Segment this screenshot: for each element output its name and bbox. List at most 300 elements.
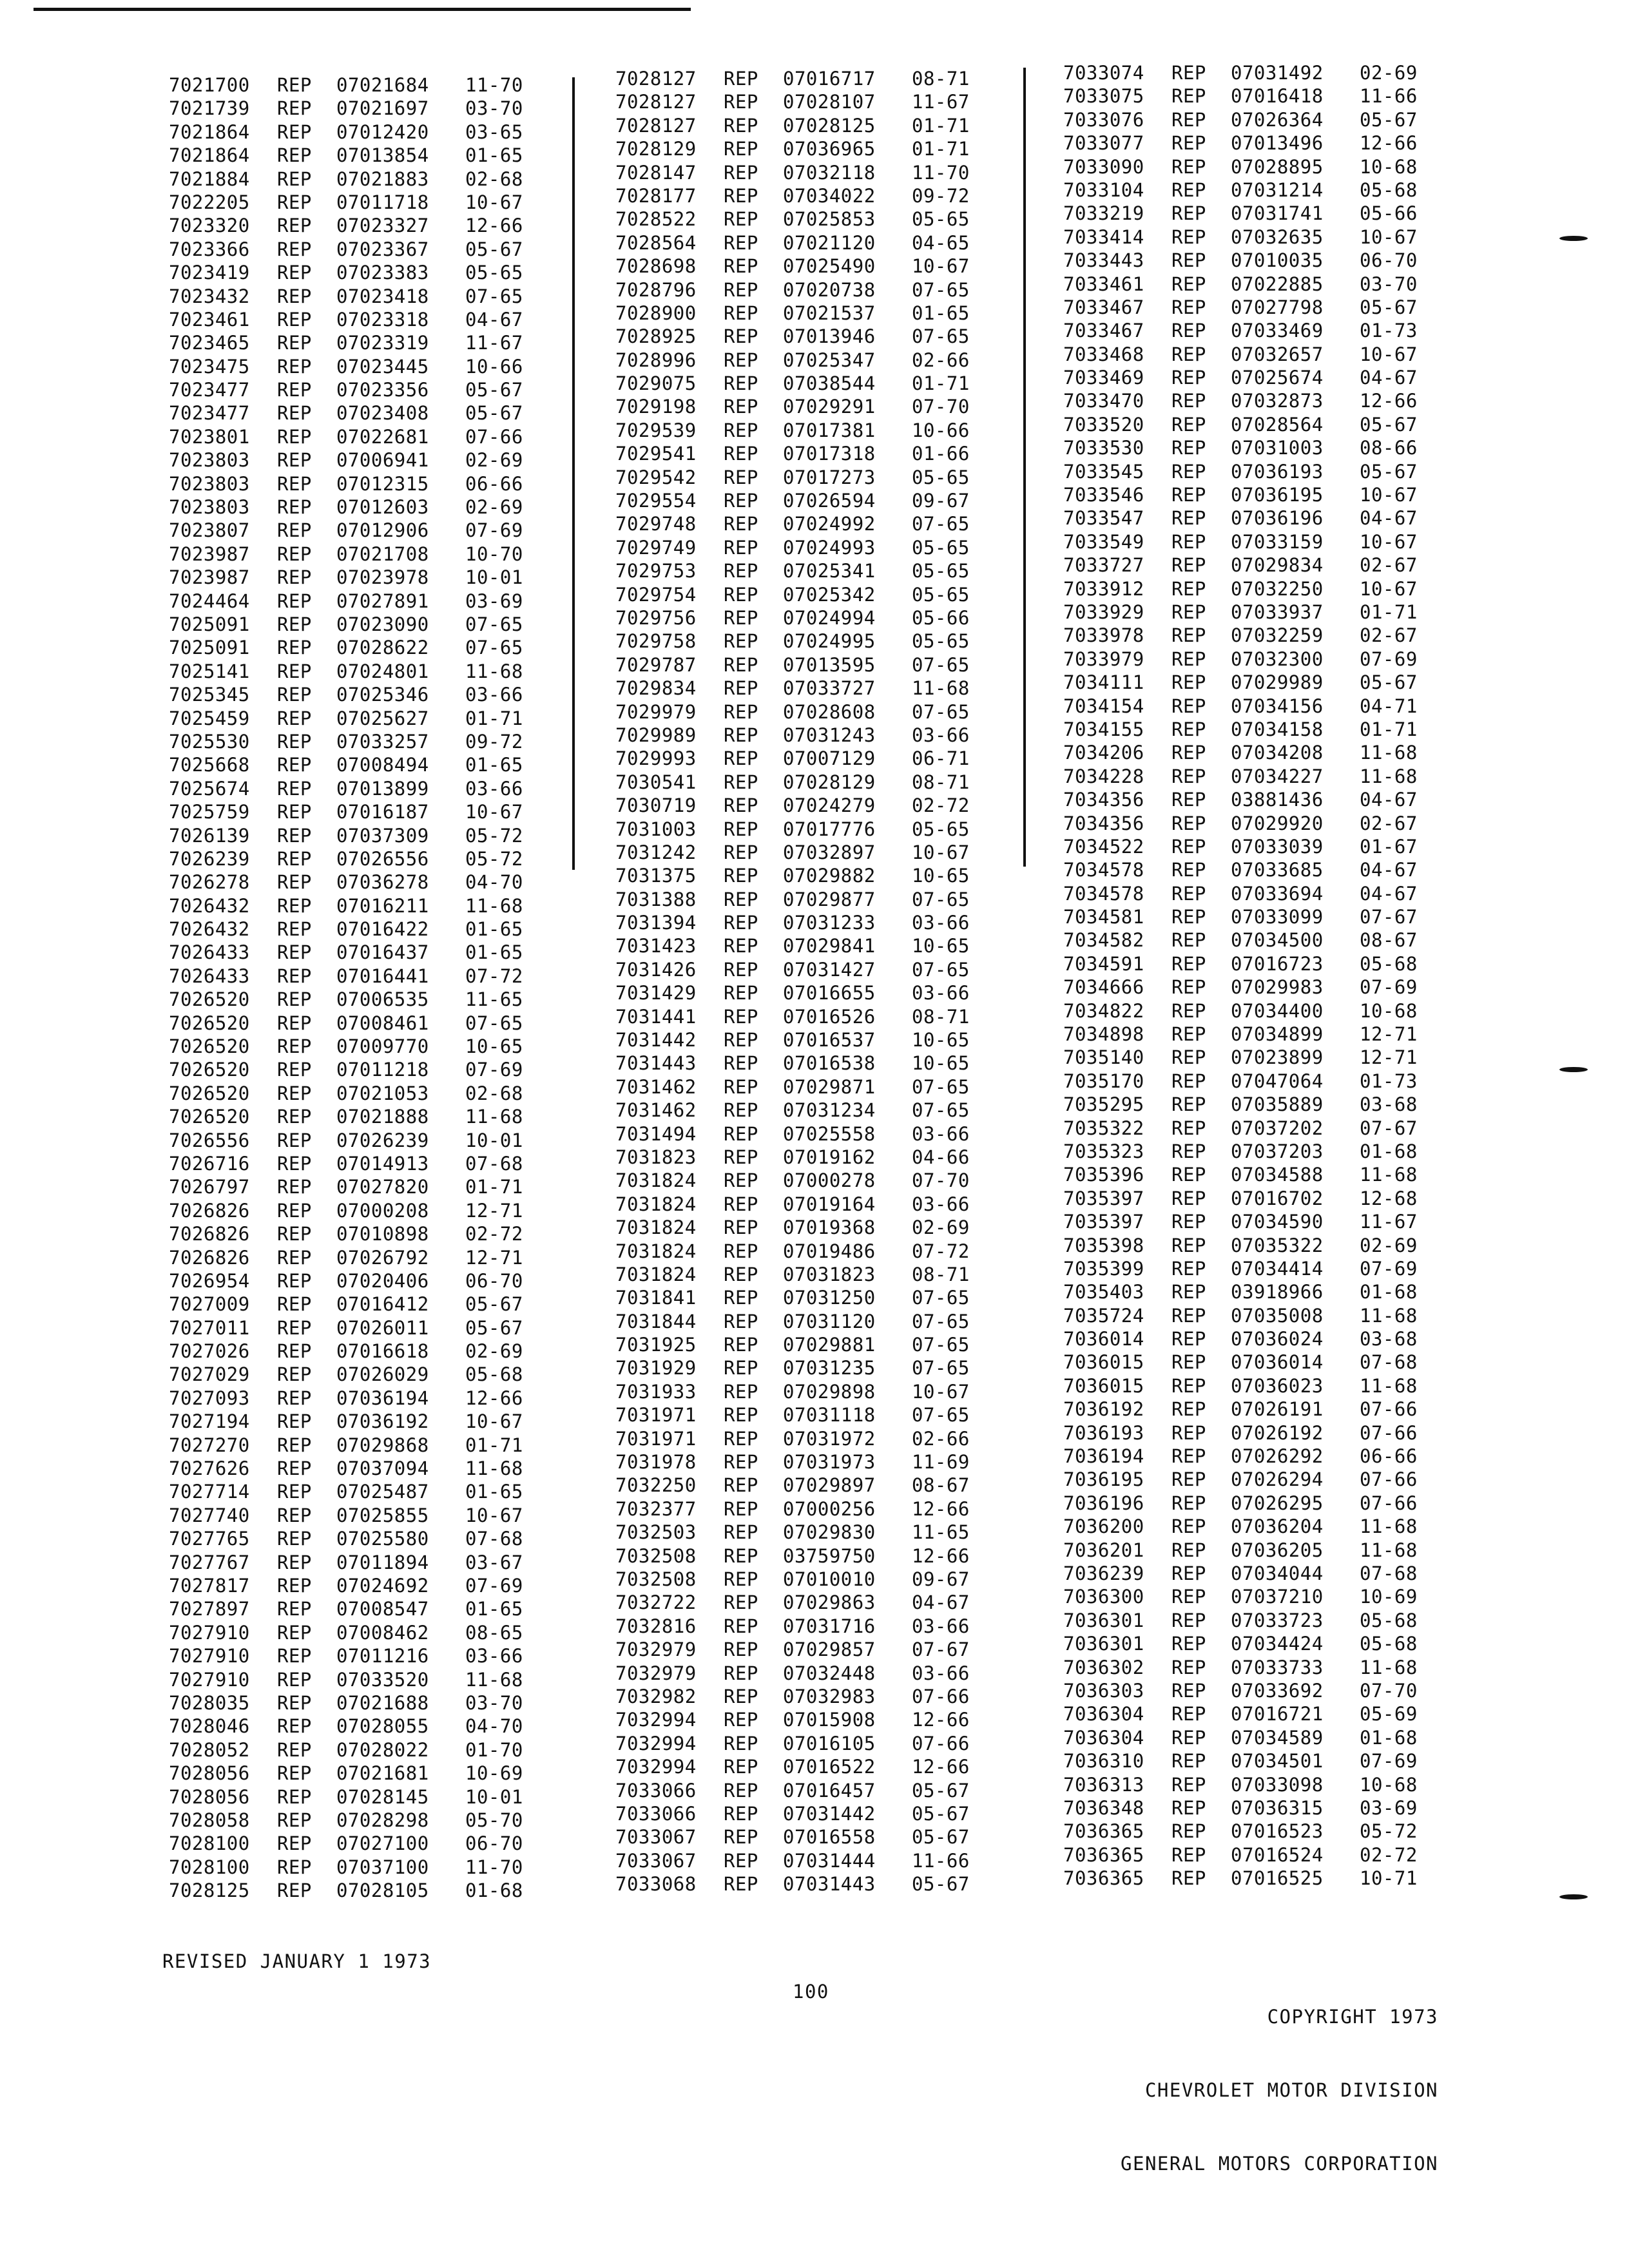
list-item [169,1574,581,1597]
rep-code: REP [724,1169,758,1192]
rep-code: REP [1171,718,1206,740]
replacement-number: 07028564 [1231,413,1324,436]
date-code: 05-68 [1360,1633,1418,1655]
list-item [169,1105,581,1128]
list-item [169,355,581,378]
replacement-number: 07029989 [1231,671,1324,694]
replacement-number: 07034208 [1231,742,1324,764]
rep-code: REP [277,379,312,401]
rep-code: REP [724,1639,758,1661]
date-code: 04-67 [465,308,523,331]
date-code: 10-67 [1360,343,1418,365]
rep-code: REP [1171,906,1206,928]
replacement-number: 07036014 [1231,1351,1324,1374]
part-number: 7029758 [615,630,697,653]
replacement-number: 07016537 [783,1029,876,1052]
rep-code: REP [277,262,312,284]
list-item [615,302,1028,325]
list-item [1063,413,1476,436]
list-item [1063,765,1476,788]
part-number: 7032816 [615,1615,697,1637]
part-number: 7028046 [169,1715,250,1738]
date-code: 10-65 [912,1052,970,1075]
list-item [1063,1539,1476,1562]
rep-code: REP [277,238,312,260]
list-item [615,1544,1028,1568]
list-item [615,90,1028,113]
replacement-number: 07023978 [336,566,429,589]
rep-code: REP [724,184,758,207]
list-item [169,1387,581,1410]
replacement-number: 07023418 [336,285,429,307]
replacement-number: 03759750 [783,1544,876,1567]
part-number: 7023419 [169,262,250,284]
part-number: 7036015 [1063,1374,1144,1397]
date-code: 10-01 [465,566,523,589]
rep-code: REP [724,1052,758,1075]
replacement-number: 07037094 [336,1457,429,1480]
list-item [169,824,581,847]
date-code: 07-66 [1360,1421,1418,1444]
part-number: 7031375 [615,865,697,887]
part-number: 7024464 [169,590,250,612]
part-number: 7029198 [615,396,697,418]
list-item [169,1621,581,1644]
replacement-number: 07016655 [783,982,876,1004]
part-number: 7025530 [169,730,250,753]
replacement-number: 07025346 [336,684,429,706]
part-number: 7036239 [1063,1562,1144,1584]
rep-code: REP [1171,437,1206,459]
rep-code: REP [277,1269,312,1292]
date-code: 03-66 [912,912,970,934]
date-code: 07-66 [912,1685,970,1707]
rep-code: REP [724,1732,758,1754]
date-code: 10-71 [1360,1867,1418,1890]
replacement-number: 07033039 [1231,835,1324,858]
list-item [615,1521,1028,1544]
list-item [615,466,1028,489]
date-code: 03-68 [1360,1093,1418,1116]
date-code: 02-69 [465,449,523,472]
rep-code: REP [1171,1257,1206,1280]
list-item [615,372,1028,395]
date-code: 02-68 [465,1082,523,1104]
replacement-number: 07016721 [1231,1703,1324,1725]
replacement-number: 07028055 [336,1715,429,1738]
rep-code: REP [277,1434,312,1456]
part-number: 7031823 [615,1146,697,1168]
replacement-number: 07024994 [783,606,876,629]
list-item [615,677,1028,700]
rep-code: REP [1171,1468,1206,1491]
rep-code: REP [277,519,312,542]
replacement-number: 07011894 [336,1551,429,1573]
date-code: 10-68 [1360,999,1418,1022]
part-number: 7035170 [1063,1070,1144,1092]
part-number: 7028056 [169,1785,250,1808]
part-number: 7023803 [169,449,250,472]
replacement-number: 07029863 [783,1591,876,1614]
date-code: 08-65 [465,1621,523,1644]
date-code: 07-65 [912,1404,970,1427]
part-number: 7033414 [1063,226,1144,248]
part-number: 7033090 [1063,155,1144,178]
date-code: 09-72 [465,730,523,753]
date-code: 10-67 [465,191,523,213]
date-code: 03-70 [465,1691,523,1714]
replacement-number: 07019164 [783,1193,876,1215]
replacement-number: 07023383 [336,262,429,284]
date-code: 11-68 [1360,742,1418,764]
rep-code: REP [277,1316,312,1339]
date-code: 02-69 [465,1340,523,1363]
list-item [1063,1468,1476,1491]
part-number: 7026716 [169,1152,250,1175]
list-item [1063,155,1476,178]
date-code: 07-68 [465,1528,523,1550]
part-number: 7032377 [615,1497,697,1520]
part-number: 7029993 [615,747,697,770]
part-number: 7033545 [1063,460,1144,483]
list-item [169,1293,581,1316]
rep-code: REP [277,1340,312,1363]
list-item [169,1691,581,1715]
date-code: 02-72 [465,1223,523,1245]
list-item [615,161,1028,184]
part-number: 7033470 [1063,390,1144,412]
date-code: 04-67 [1360,882,1418,905]
rep-code: REP [277,1504,312,1526]
copyright-line: COPYRIGHT 1973 [1267,2006,1438,2028]
part-number: 7034356 [1063,812,1144,834]
part-number: 7035398 [1063,1234,1144,1256]
rep-code: REP [277,1152,312,1175]
list-item [169,918,581,941]
list-item [169,1175,581,1198]
list-item [169,1504,581,1527]
replacement-number: 07021883 [336,168,429,190]
list-item [169,1785,581,1809]
date-code: 03-66 [912,1193,970,1215]
date-code: 04-67 [1360,859,1418,881]
part-number: 7026139 [169,824,250,847]
list-item [1063,296,1476,319]
list-item [169,1879,581,1902]
list-item [1063,1187,1476,1210]
list-item [615,1802,1028,1825]
list-item [169,870,581,894]
part-number: 7023987 [169,566,250,589]
date-code: 05-67 [465,1293,523,1316]
replacement-number: 07025674 [1231,367,1324,389]
list-item [615,1240,1028,1263]
list-item [615,794,1028,817]
date-code: 01-70 [465,1738,523,1761]
part-number: 7027009 [169,1293,250,1316]
list-item [169,636,581,659]
date-code: 08-71 [912,1263,970,1285]
part-number: 7027011 [169,1316,250,1339]
rep-code: REP [1171,1093,1206,1116]
replacement-number: 07016412 [336,1293,429,1316]
list-item [1063,788,1476,811]
list-item [1063,61,1476,84]
part-number: 7023807 [169,519,250,542]
parts-column-2 [615,67,1028,1896]
part-number: 7021884 [169,168,250,190]
part-number: 7027910 [169,1645,250,1667]
column-divider [1023,68,1026,867]
list-item [169,144,581,167]
date-code: 05-65 [912,583,970,606]
part-number: 7027626 [169,1457,250,1480]
list-item [1063,1374,1476,1398]
rep-code: REP [1171,648,1206,670]
rep-code: REP [724,349,758,371]
replacement-number: 07031118 [783,1404,876,1427]
rep-code: REP [1171,226,1206,248]
date-code: 01-73 [1360,1070,1418,1092]
date-code: 07-65 [465,613,523,635]
rep-code: REP [1171,1046,1206,1069]
date-code: 07-69 [1360,1750,1418,1773]
part-number: 7031429 [615,982,697,1004]
replacement-number: 07037100 [336,1856,429,1878]
rep-code: REP [277,1199,312,1222]
parts-column-3 [1063,61,1476,1890]
rep-code: REP [724,1662,758,1684]
rep-code: REP [277,1012,312,1034]
date-code: 01-68 [1360,1281,1418,1303]
date-code: 12-71 [1360,1046,1418,1069]
part-number: 7033075 [1063,85,1144,108]
part-number: 7023432 [169,285,250,307]
part-number: 7029787 [615,653,697,676]
replacement-number: 07021681 [336,1762,429,1785]
column-divider [572,77,575,870]
date-code: 10-67 [1360,226,1418,248]
rep-code: REP [724,1146,758,1168]
rep-code: REP [1171,155,1206,178]
list-item [1063,506,1476,530]
rep-code: REP [724,1404,758,1427]
list-item [169,613,581,636]
replacement-number: 07034424 [1231,1633,1324,1655]
rep-code: REP [724,1287,758,1309]
date-code: 10-67 [912,1380,970,1403]
replacement-number: 07031250 [783,1287,876,1309]
rep-code: REP [277,1387,312,1409]
part-number: 7031494 [615,1122,697,1145]
date-code: 07-65 [912,1357,970,1379]
part-number: 7028996 [615,349,697,371]
rep-code: REP [277,894,312,917]
list-item [615,442,1028,465]
rep-code: REP [1171,1281,1206,1303]
list-item [615,1193,1028,1216]
date-code: 07-67 [912,1639,970,1661]
rep-code: REP [1171,554,1206,577]
date-code: 09-67 [912,490,970,512]
part-number: 7031388 [615,888,697,910]
list-item [615,278,1028,302]
date-code: 05-67 [465,379,523,401]
rep-code: REP [277,1035,312,1058]
replacement-number: 07033937 [1231,601,1324,623]
replacement-number: 07032250 [1231,577,1324,600]
replacement-number: 07034899 [1231,1023,1324,1046]
rep-code: REP [277,97,312,120]
rep-code: REP [724,1568,758,1590]
part-number: 7036303 [1063,1679,1144,1702]
replacement-number: 07035008 [1231,1304,1324,1327]
rep-code: REP [724,91,758,113]
date-code: 07-72 [465,965,523,987]
part-number: 7036195 [1063,1468,1144,1491]
rep-code: REP [1171,1164,1206,1186]
list-item [169,660,581,683]
replacement-number: 07024995 [783,630,876,653]
part-number: 7035396 [1063,1164,1144,1186]
replacement-number: 07026011 [336,1316,429,1339]
part-number: 7036196 [1063,1492,1144,1514]
list-item [615,629,1028,653]
date-code: 11-68 [1360,1656,1418,1678]
replacement-number: 07036205 [1231,1539,1324,1561]
copyright-division: CHEVROLET MOTOR DIVISION [1144,2079,1438,2101]
replacement-number: 07016538 [783,1052,876,1075]
rep-code: REP [277,402,312,425]
part-number: 7032979 [615,1639,697,1661]
replacement-number: 07010898 [336,1223,429,1245]
rep-code: REP [277,707,312,729]
list-item [1063,1350,1476,1374]
part-number: 7031971 [615,1427,697,1450]
replacement-number: 07016618 [336,1340,429,1363]
list-item [169,1129,581,1152]
part-number: 7032994 [615,1732,697,1754]
list-item [169,777,581,800]
rep-code: REP [1171,1140,1206,1162]
part-number: 7031824 [615,1263,697,1285]
date-code: 01-71 [465,1434,523,1456]
list-item [169,1340,581,1363]
replacement-number: 07012906 [336,519,429,542]
rep-code: REP [1171,999,1206,1022]
list-item [615,1615,1028,1638]
list-item [615,1755,1028,1778]
rep-code: REP [1171,367,1206,389]
date-code: 05-67 [912,1779,970,1802]
date-code: 05-65 [912,630,970,653]
rep-code: REP [1171,1726,1206,1749]
part-number: 7029756 [615,606,697,629]
date-code: 05-67 [1360,108,1418,131]
list-item [169,1480,581,1503]
rep-code: REP [1171,1328,1206,1350]
list-item [615,325,1028,348]
list-item [615,911,1028,934]
rep-code: REP [724,1427,758,1450]
date-code: 05-65 [912,466,970,488]
part-number: 7026797 [169,1176,250,1198]
part-number: 7025091 [169,637,250,659]
rep-code: REP [277,824,312,847]
date-code: 10-68 [1360,1773,1418,1796]
list-item [1063,1023,1476,1046]
list-item [615,1075,1028,1099]
replacement-number: 07025580 [336,1528,429,1550]
part-number: 7023477 [169,379,250,401]
list-item [169,847,581,870]
list-item [615,207,1028,231]
rep-code: REP [724,865,758,887]
list-item [615,1263,1028,1286]
part-number: 7033076 [1063,108,1144,131]
replacement-number: 07013496 [1231,132,1324,155]
part-number: 7031394 [615,912,697,934]
list-item [169,1082,581,1105]
replacement-number: 07025490 [783,255,876,278]
part-number: 7023465 [169,332,250,354]
part-number: 7036301 [1063,1633,1144,1655]
part-number: 7031933 [615,1380,697,1403]
list-item [615,1169,1028,1192]
replacement-number: 07034156 [1231,695,1324,717]
replacement-number: 07037309 [336,824,429,847]
replacement-number: 07025342 [783,583,876,606]
replacement-number: 07035322 [1231,1234,1324,1256]
date-code: 01-65 [465,941,523,964]
replacement-number: 03918966 [1231,1281,1324,1303]
date-code: 07-67 [1360,906,1418,928]
part-number: 7028900 [615,302,697,324]
rep-code: REP [1171,460,1206,483]
list-item [615,1333,1028,1356]
rep-code: REP [1171,577,1206,600]
list-item [169,894,581,918]
replacement-number: 07029868 [336,1434,429,1456]
rep-code: REP [277,191,312,213]
date-code: 11-66 [1360,85,1418,108]
date-code: 03-66 [465,1645,523,1667]
part-number: 7034591 [1063,952,1144,975]
replacement-number: 07031823 [783,1263,876,1285]
rep-code: REP [724,443,758,465]
part-number: 7026520 [169,1035,250,1058]
part-number: 7029754 [615,583,697,606]
date-code: 01-67 [1360,835,1418,858]
part-number: 7032982 [615,1685,697,1707]
date-code: 11-68 [1360,765,1418,787]
part-number: 7033929 [1063,601,1144,623]
list-item [169,448,581,472]
list-item [1063,1609,1476,1632]
date-code: 03-65 [465,120,523,143]
date-code: 05-67 [1360,296,1418,318]
list-item [615,747,1028,770]
rep-code: REP [1171,343,1206,365]
replacement-number: 07011718 [336,191,429,213]
date-code: 03-70 [1360,273,1418,295]
part-number: 7035724 [1063,1304,1144,1327]
part-number: 7031824 [615,1216,697,1239]
list-item [615,1825,1028,1849]
rep-code: REP [724,747,758,770]
date-code: 05-65 [912,208,970,231]
replacement-number: 07016211 [336,894,429,917]
